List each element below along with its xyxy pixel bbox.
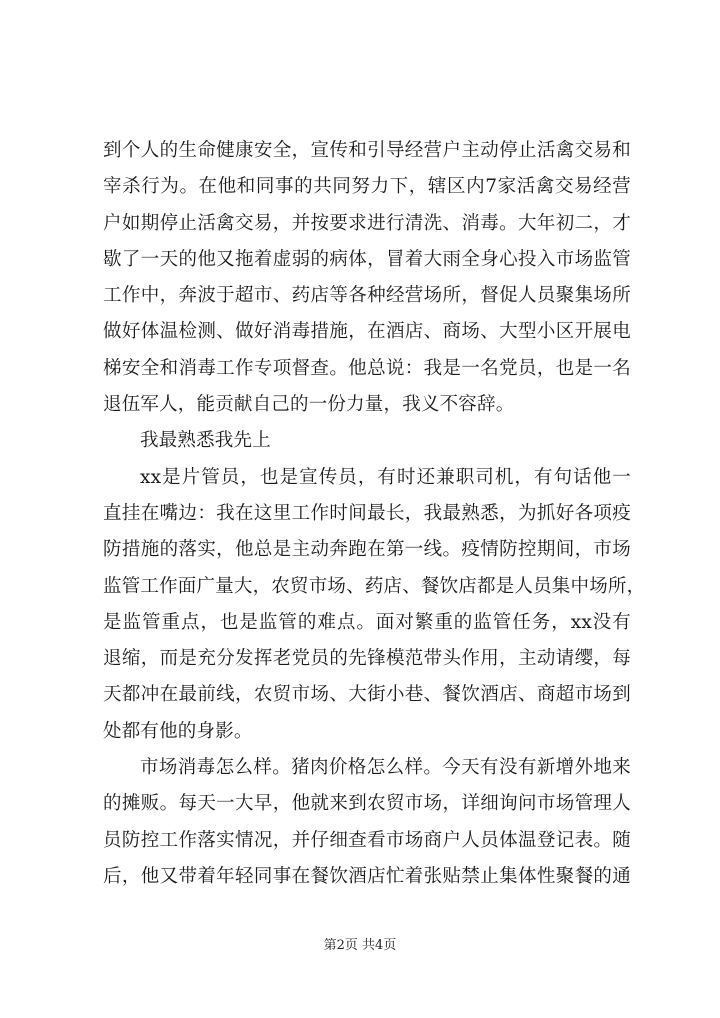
paragraph-line: 梯安全和消毒工作专项督查。他总说：我是一名党员，也是一名: [103, 357, 631, 379]
paragraph-line: 防措施的落实，他总是主动奔跑在第一线。疫情防控期间，市场: [103, 539, 631, 561]
paragraph-line: xx是片管员，也是宣传员，有时还兼职司机，有句话他一: [140, 466, 631, 488]
paragraph-line: 退缩，而是充分发挥老党员的先锋模范带头作用，主动请缨，每: [103, 648, 631, 670]
paragraph-line: 退伍军人，能贡献自己的一份力量，我义不容辞。: [103, 394, 515, 416]
paragraph-line: 到个人的生命健康安全，宣传和引导经营户主动停止活禽交易和: [103, 140, 631, 161]
paragraph-line: 的摊贩。每天一大早，他就来到农贸市场，详细询问市场管理人: [103, 793, 631, 815]
paragraph-line: 户如期停止活禽交易，并按要求进行清洗、消毒。大年初二，才: [103, 212, 631, 234]
paragraph-line: 做好体温检测、做好消毒措施，在酒店、商场、大型小区开展电: [103, 321, 631, 343]
paragraph-line: 员防控工作落实情况，并仔细查看市场商户人员体温登记表。随: [103, 829, 631, 851]
paragraph-line: 是监管重点，也是监管的难点。面对繁重的监管任务，xx没有: [103, 611, 631, 633]
paragraph-line: 市场消毒怎么样。猪肉价格怎么样。今天有没有新增外地来: [140, 757, 631, 779]
paragraph-line: 监管工作面广量大，农贸市场、药店、餐饮店都是人员集中场所，: [103, 575, 646, 597]
paragraph-line: 后，他又带着年轻同事在餐饮酒店忙着张贴禁止集体性聚餐的通: [103, 865, 631, 887]
paragraph-line: 宰杀行为。在他和同事的共同努力下，辖区内7家活禽交易经营: [103, 176, 631, 198]
paragraph-line: 处都有他的身影。: [103, 720, 253, 742]
paragraph-line: 直挂在嘴边：我在这里工作时间最长，我最熟悉，为抓好各项疫: [103, 502, 631, 524]
paragraph-line: 歇了一天的他又拖着虚弱的病体，冒着大雨全身心投入市场监管: [103, 248, 631, 270]
document-body: [103, 133, 646, 895]
page-footer: [0, 938, 720, 954]
paragraph-line: 工作中，奔波于超市、药店等各种经营场所，督促人员聚集场所: [103, 285, 631, 307]
page-number-label: 第2页 共4页: [323, 938, 397, 953]
section-heading: 我最熟悉我先上: [140, 430, 271, 452]
paragraph-line: 天都冲在最前线，农贸市场、大街小巷、餐饮酒店、商超市场到: [103, 684, 631, 706]
